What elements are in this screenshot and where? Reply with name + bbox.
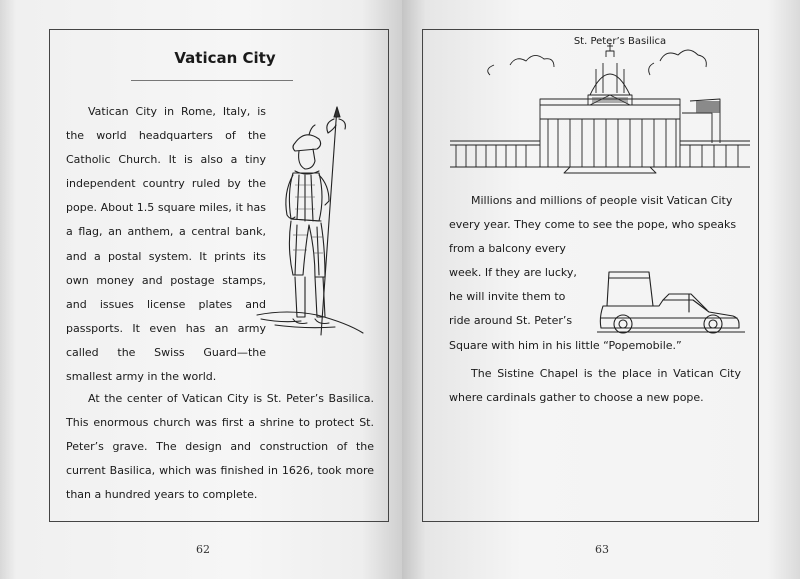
visitors-line-4: week. If they are lucky, — [449, 266, 577, 280]
title-rule — [131, 80, 293, 81]
paragraph-vatican-intro: Vatican City in Rome, Italy, is the world headquarters of the Catholic Church. It is also a tiny independent country ruled by the pope. About 1.5 square miles, it has a flag, an anthem, a central bank, and a postal system. It prints its own money and postage stamps, and issues license plates and passports. It even has an army called the Swiss Guard—the smallest army in the world. — [66, 105, 266, 384]
paragraph-sistine-chapel: The Sistine Chapel is the place in Vatican City where cardinals gather to choose a new pope. — [449, 367, 741, 405]
visitors-line-6: ride around St. Peter’s — [449, 314, 573, 328]
paragraph-basilica: At the center of Vatican City is St. Peter’s Basilica. This enormous church was first a shrine to protect St. Peter’s grave. The design and construction of the current Basilica, which was finished in 1626, took more than a hundred years to complete. — [66, 392, 374, 502]
right-page — [402, 0, 800, 579]
page-title: Vatican City — [174, 49, 276, 67]
visitors-line-3: from a balcony every — [449, 242, 566, 256]
page-number-right: 63 — [595, 543, 609, 556]
st-peters-basilica-illustration — [450, 35, 750, 175]
page-number-left: 62 — [196, 543, 210, 556]
visitors-line-2: every year. They come to see the pope, who speaks — [449, 218, 737, 232]
visitors-line-5: he will invite them to — [449, 290, 566, 304]
illustration-caption: St. Peter’s Basilica — [573, 36, 667, 47]
swiss-guard-illustration — [255, 105, 365, 340]
popemobile-illustration — [597, 268, 745, 334]
visitors-line-7: Square with him in his little “Popemobile.” — [449, 338, 682, 352]
visitors-line-1: Millions and millions of people visit Vatican City — [471, 194, 733, 207]
